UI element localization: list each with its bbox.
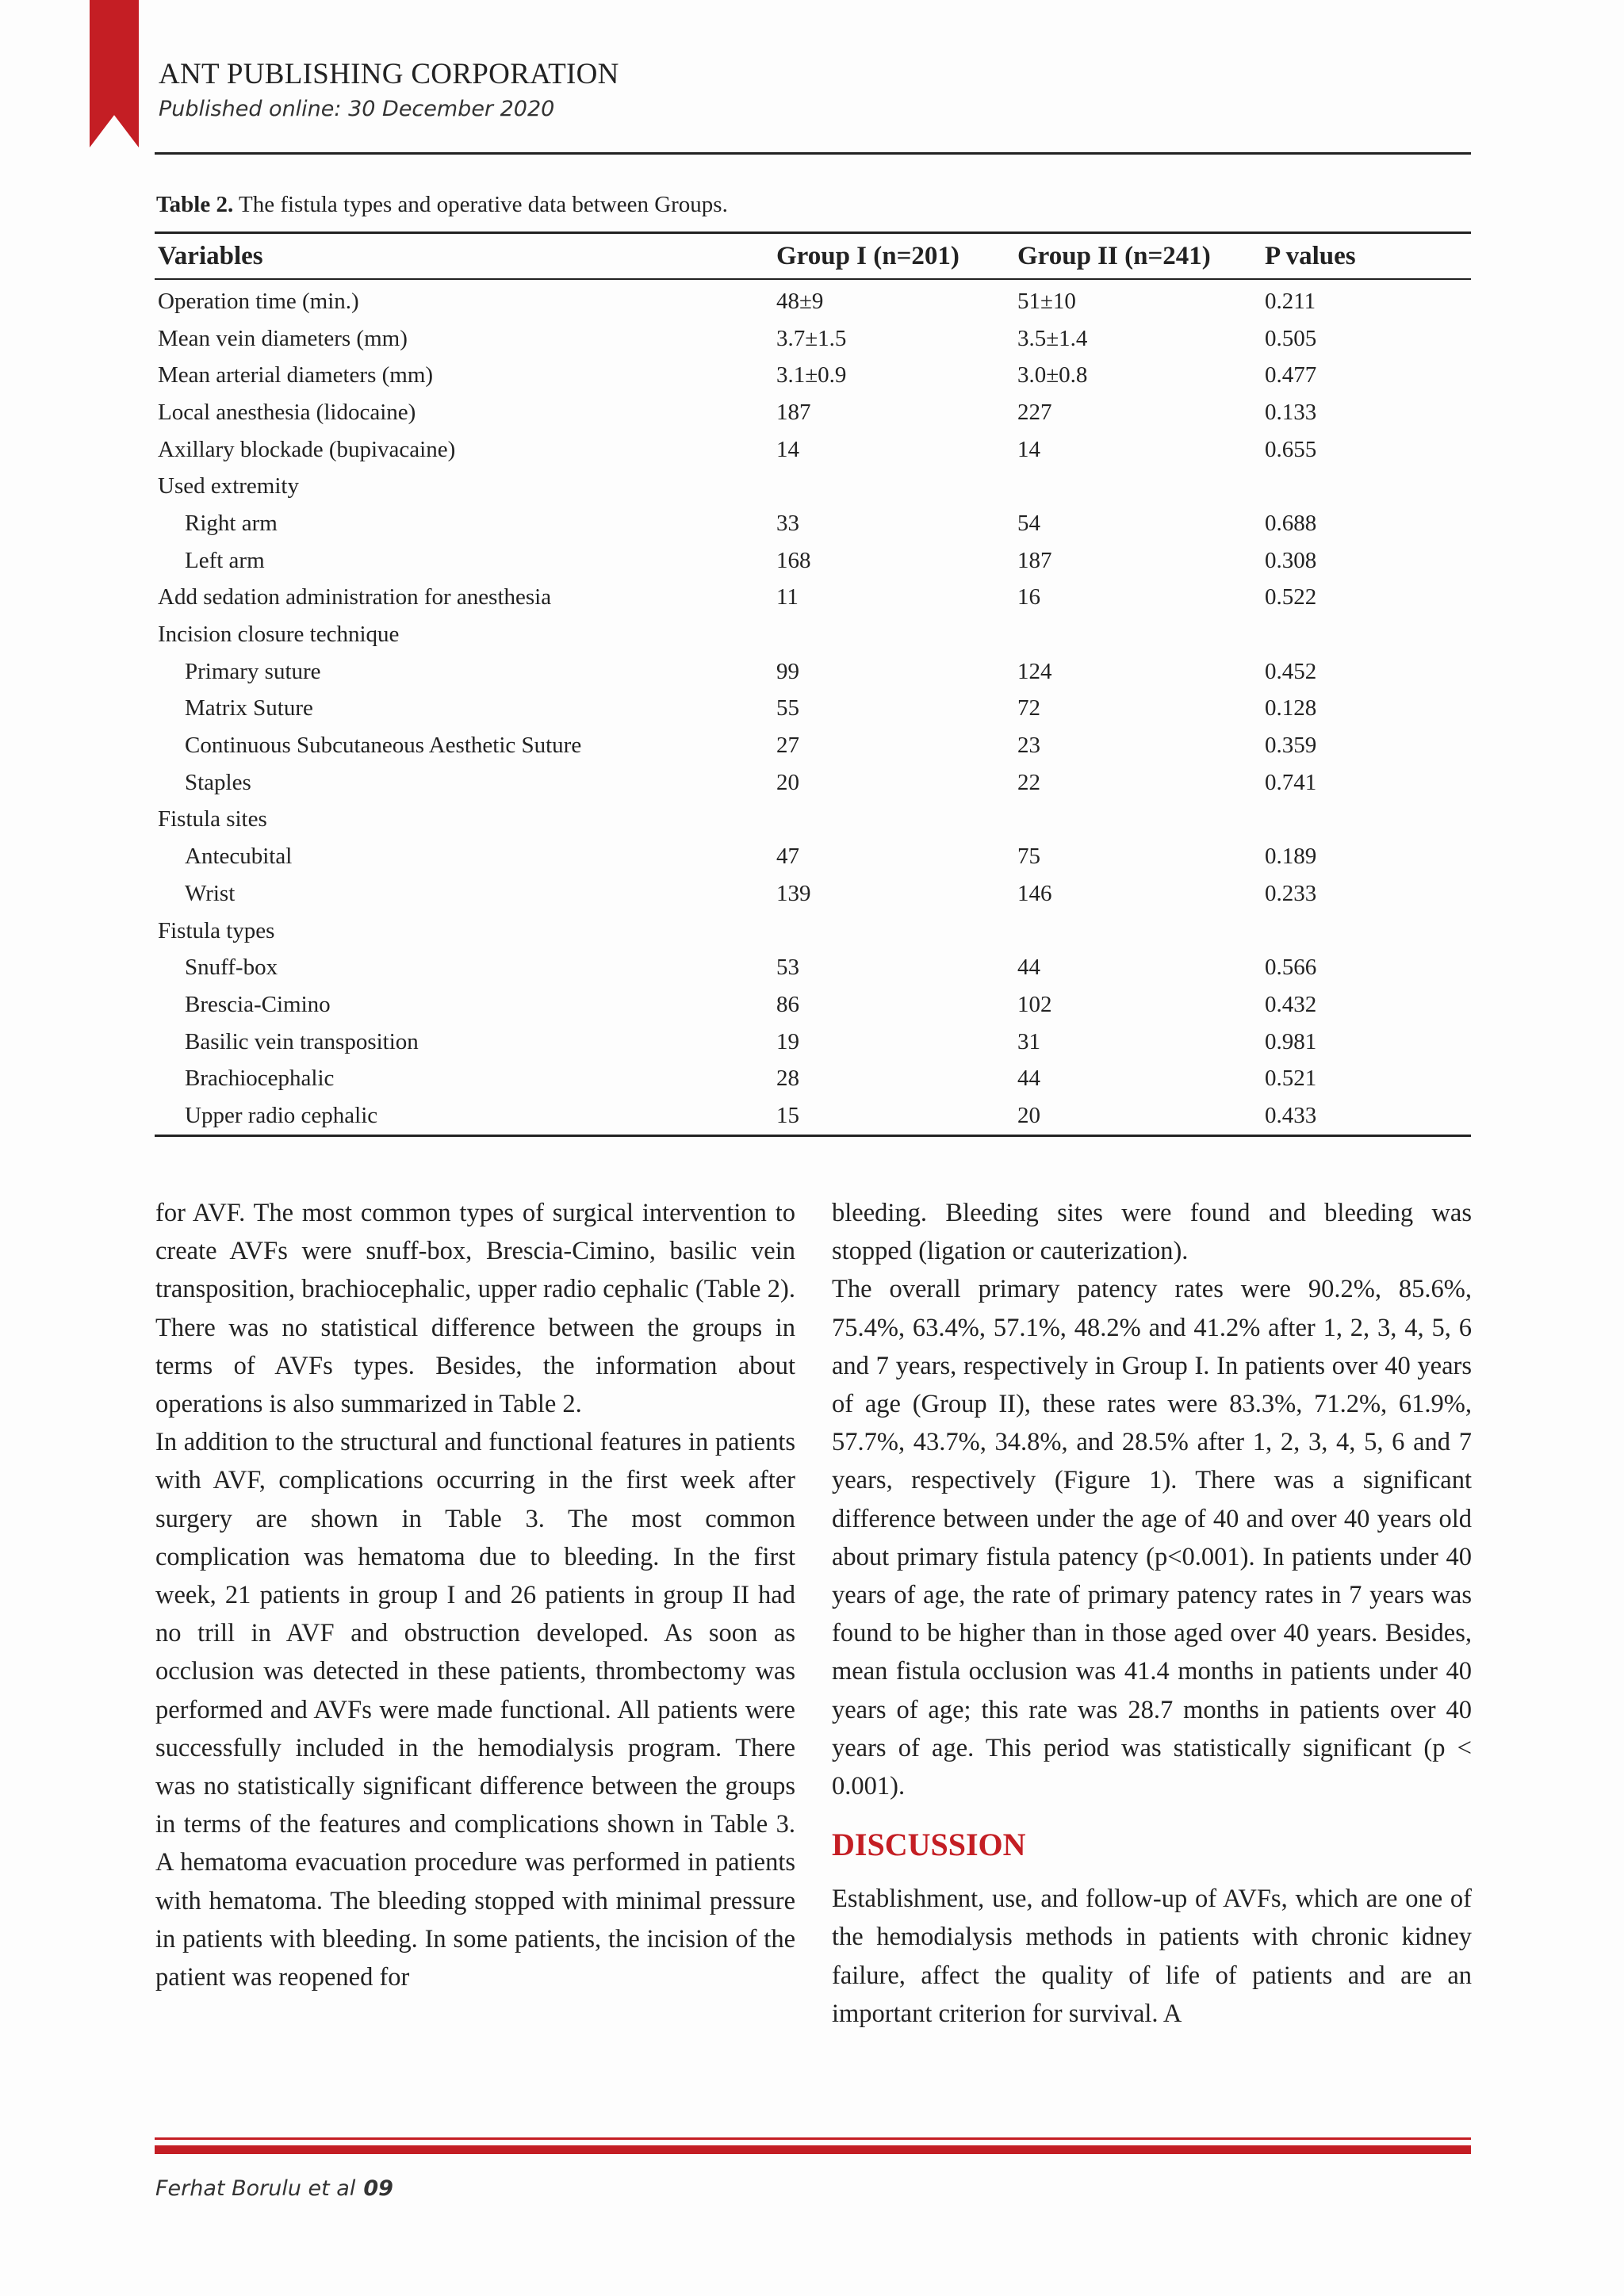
cell-group-2: 20 [1017, 1102, 1040, 1128]
cell-group-2 [1014, 616, 1262, 653]
table-row [155, 468, 1471, 505]
cell-variable: Antecubital [185, 844, 293, 870]
cell-group-1 [773, 913, 1014, 950]
footer-divider-thin [155, 2137, 1471, 2140]
cell-p-value: 0.522 [1265, 584, 1317, 610]
cell-group-2: 44 [1017, 955, 1040, 981]
publication-date: Published online: 30 December 2020 [159, 97, 555, 121]
table-row [155, 764, 1471, 802]
cell-group-2: 102 [1017, 991, 1052, 1017]
cell-group-2: 75 [1017, 844, 1040, 870]
cell-group-1: 139 [776, 880, 811, 906]
cell-p-value: 0.433 [1265, 1102, 1317, 1128]
cell-variable: Matrix Suture [185, 695, 313, 721]
cell-variable: Snuff-box [185, 955, 278, 981]
cell-p-value: 0.432 [1265, 991, 1317, 1017]
body-paragraph: The overall primary patency rates were 90.2%, 85.6%, 75.4%, 63.4%, 57.1%, 48.2% and 41.2% after 1, 2, 3, 4, 5, 6 and 7 years, respectively in Group I. In patients over 40 years of age (Group II), these rates were 83.3%, 71.2%, 61.9%, 57.7%, 43.7%, 34.8%, and 28.5% after 1, 2, 3, 4, 5, 6 and 7 years, respectively (Figure 1). There was a significant difference between under the age of 40 and over 40 years old about primary fistula patency (p<0.001). In patients under 40 years of age, the rate of primary patency rates in 7 years was found to be higher than in those aged over 40 years. Besides, mean fistula occlusion was 41.4 months in patients under 40 years of age; this rate was 28.7 months in patients over 40 years of age. This period was statistically significant (p < 0.001). [832, 1275, 1472, 1801]
table-row [155, 394, 1471, 431]
cell-group-2: 54 [1017, 510, 1040, 536]
bookmark-ribbon [90, 0, 139, 147]
cell-group-1 [773, 468, 1014, 505]
table-caption [156, 192, 728, 218]
table-row [155, 949, 1471, 986]
cell-variable: Continuous Subcutaneous Aesthetic Suture [185, 733, 582, 759]
table-row [155, 505, 1471, 542]
cell-group-1 [773, 616, 1014, 653]
column-header-p-values: P values [1262, 233, 1471, 280]
table-header-row [155, 233, 1471, 280]
cell-group-1: 33 [776, 510, 799, 536]
table-row [155, 542, 1471, 580]
cell-p-value: 0.741 [1265, 769, 1317, 795]
cell-group-1: 20 [776, 769, 799, 795]
cell-p-value: 0.452 [1265, 658, 1317, 684]
cell-variable: Wrist [185, 880, 236, 906]
table-row [155, 986, 1471, 1024]
cell-group-2: 227 [1017, 399, 1052, 425]
cell-group-2: 3.5±1.4 [1017, 325, 1088, 351]
cell-group-1: 3.1±0.9 [776, 362, 847, 388]
section-heading-discussion: DISCUSSION [832, 1827, 1026, 1863]
cell-group-2: 44 [1017, 1066, 1040, 1092]
table-row [155, 691, 1471, 728]
header-divider [155, 152, 1471, 155]
cell-group-1: 86 [776, 991, 799, 1017]
cell-p-value [1262, 616, 1471, 653]
column-header-group-2: Group II (n=241) [1014, 233, 1262, 280]
cell-variable: Operation time (min.) [158, 288, 359, 314]
cell-variable: Primary suture [185, 658, 321, 684]
cell-variable: Left arm [185, 547, 265, 573]
table-row [155, 431, 1471, 469]
cell-p-value: 0.233 [1265, 880, 1317, 906]
cell-variable: Local anesthesia (lidocaine) [158, 399, 416, 425]
cell-p-value: 0.128 [1265, 695, 1317, 721]
cell-group-2: 3.0±0.8 [1017, 362, 1088, 388]
cell-group-1: 27 [776, 733, 799, 759]
footer-divider-thick [155, 2145, 1471, 2154]
cell-variable: Mean arterial diameters (mm) [158, 362, 434, 388]
page-number: 09 [363, 2176, 393, 2201]
cell-variable: Axillary blockade (bupivacaine) [158, 436, 456, 462]
table-row [155, 357, 1471, 394]
body-column-right [832, 1194, 1472, 2033]
cell-group-1: 53 [776, 955, 799, 981]
table-row [155, 802, 1471, 839]
table-row [155, 727, 1471, 764]
cell-group-1: 48±9 [776, 288, 824, 314]
cell-p-value [1262, 468, 1471, 505]
cell-variable: Add sedation administration for anesthesia [158, 584, 552, 610]
cell-p-value [1262, 802, 1471, 839]
cell-p-value: 0.133 [1265, 399, 1317, 425]
cell-variable: Used extremity [158, 473, 299, 499]
cell-variable: Fistula types [158, 917, 275, 943]
table-label: Table 2. [156, 192, 234, 217]
cell-group-2: 146 [1017, 880, 1052, 906]
cell-p-value: 0.211 [1265, 288, 1316, 314]
cell-p-value: 0.359 [1265, 733, 1317, 759]
cell-group-1: 14 [776, 436, 799, 462]
table-row [155, 580, 1471, 617]
cell-variable: Basilic vein transposition [185, 1028, 419, 1054]
cell-group-2: 72 [1017, 695, 1040, 721]
table-row [155, 616, 1471, 653]
body-column-left [155, 1194, 795, 1996]
cell-variable: Incision closure technique [158, 622, 400, 648]
cell-variable: Upper radio cephalic [185, 1102, 378, 1128]
table-row [155, 1097, 1471, 1135]
body-paragraph: In addition to the structural and functional features in patients with AVF, complications occurring in the first week after surgery are shown in Table 3. The most common complication was hematoma due to bleeding. In the first week, 21 patients in group I and 26 patients in group II had no trill in AVF and obstruction developed. As soon as occlusion was detected in these patients, thrombectomy was performed and AVFs were made functional. All patients were successfully included in the hemodialysis program. There was no statistically significant difference between the groups in terms of the features and complications shown in Table 3. A hematoma evacuation procedure was performed in patients with hematoma. The bleeding stopped with minimal pressure in patients with bleeding. In some patients, the incision of the patient was reopened for [155, 1428, 795, 1992]
cell-group-2: 31 [1017, 1028, 1040, 1054]
cell-p-value: 0.688 [1265, 510, 1317, 536]
cell-group-1: 19 [776, 1028, 799, 1054]
cell-group-1: 168 [776, 547, 811, 573]
table-row [155, 1060, 1471, 1097]
table-body [155, 279, 1471, 1135]
footer-author: Ferhat Borulu et al [155, 2176, 356, 2201]
cell-group-2: 23 [1017, 733, 1040, 759]
cell-group-2: 187 [1017, 547, 1052, 573]
cell-p-value: 0.566 [1265, 955, 1317, 981]
cell-group-2: 124 [1017, 658, 1052, 684]
cell-variable: Fistula sites [158, 806, 267, 832]
cell-group-1: 47 [776, 844, 799, 870]
operative-data-table [155, 232, 1471, 1137]
table-row [155, 1024, 1471, 1061]
table-row [155, 913, 1471, 950]
cell-variable: Staples [185, 769, 251, 795]
cell-variable: Brescia-Cimino [185, 991, 331, 1017]
cell-group-1: 3.7±1.5 [776, 325, 847, 351]
body-paragraph: Establishment, use, and follow-up of AVFs, which are one of the hemodialysis methods in patients with chronic kidney failure, affect the quality of life of patients and are an important criterion for survival. A [832, 1885, 1472, 2028]
table-caption-text: The fistula types and operative data between Groups. [238, 192, 728, 217]
cell-variable: Mean vein diameters (mm) [158, 325, 408, 351]
cell-group-1: 187 [776, 399, 811, 425]
cell-p-value [1262, 913, 1471, 950]
cell-group-1: 11 [776, 584, 799, 610]
column-header-group-1: Group I (n=201) [773, 233, 1014, 280]
publisher-name: ANT PUBLISHING CORPORATION [159, 58, 619, 90]
table-row [155, 838, 1471, 875]
table-row [155, 279, 1471, 320]
table-row [155, 875, 1471, 913]
cell-group-2: 16 [1017, 584, 1040, 610]
cell-variable: Right arm [185, 510, 278, 536]
page-footer [155, 2176, 393, 2201]
cell-group-1: 28 [776, 1066, 799, 1092]
cell-group-1 [773, 802, 1014, 839]
cell-group-1: 99 [776, 658, 799, 684]
cell-p-value: 0.505 [1265, 325, 1317, 351]
column-header-variables: Variables [155, 233, 773, 280]
cell-group-2: 14 [1017, 436, 1040, 462]
cell-p-value: 0.308 [1265, 547, 1317, 573]
cell-variable: Brachiocephalic [185, 1066, 335, 1092]
body-paragraph: for AVF. The most common types of surgical intervention to create AVFs were snuff-box, Brescia-Cimino, basilic vein transposition, brachiocephalic, upper radio cephalic (Table 2). There was no statistical difference between the groups in terms of AVFs types. Besides, the information about operations is also summarized in Table 2. [155, 1199, 795, 1419]
cell-group-2 [1014, 913, 1262, 950]
cell-p-value: 0.477 [1265, 362, 1317, 388]
cell-p-value: 0.655 [1265, 436, 1317, 462]
cell-group-2 [1014, 468, 1262, 505]
cell-group-2: 51±10 [1017, 288, 1076, 314]
cell-group-2: 22 [1017, 769, 1040, 795]
cell-p-value: 0.981 [1265, 1028, 1317, 1054]
table-row [155, 653, 1471, 691]
cell-group-1: 15 [776, 1102, 799, 1128]
cell-group-1: 55 [776, 695, 799, 721]
body-paragraph: bleeding. Bleeding sites were found and bleeding was stopped (ligation or cauterization). [832, 1199, 1472, 1266]
table-row [155, 320, 1471, 358]
cell-group-2 [1014, 802, 1262, 839]
cell-p-value: 0.521 [1265, 1066, 1317, 1092]
cell-p-value: 0.189 [1265, 844, 1317, 870]
